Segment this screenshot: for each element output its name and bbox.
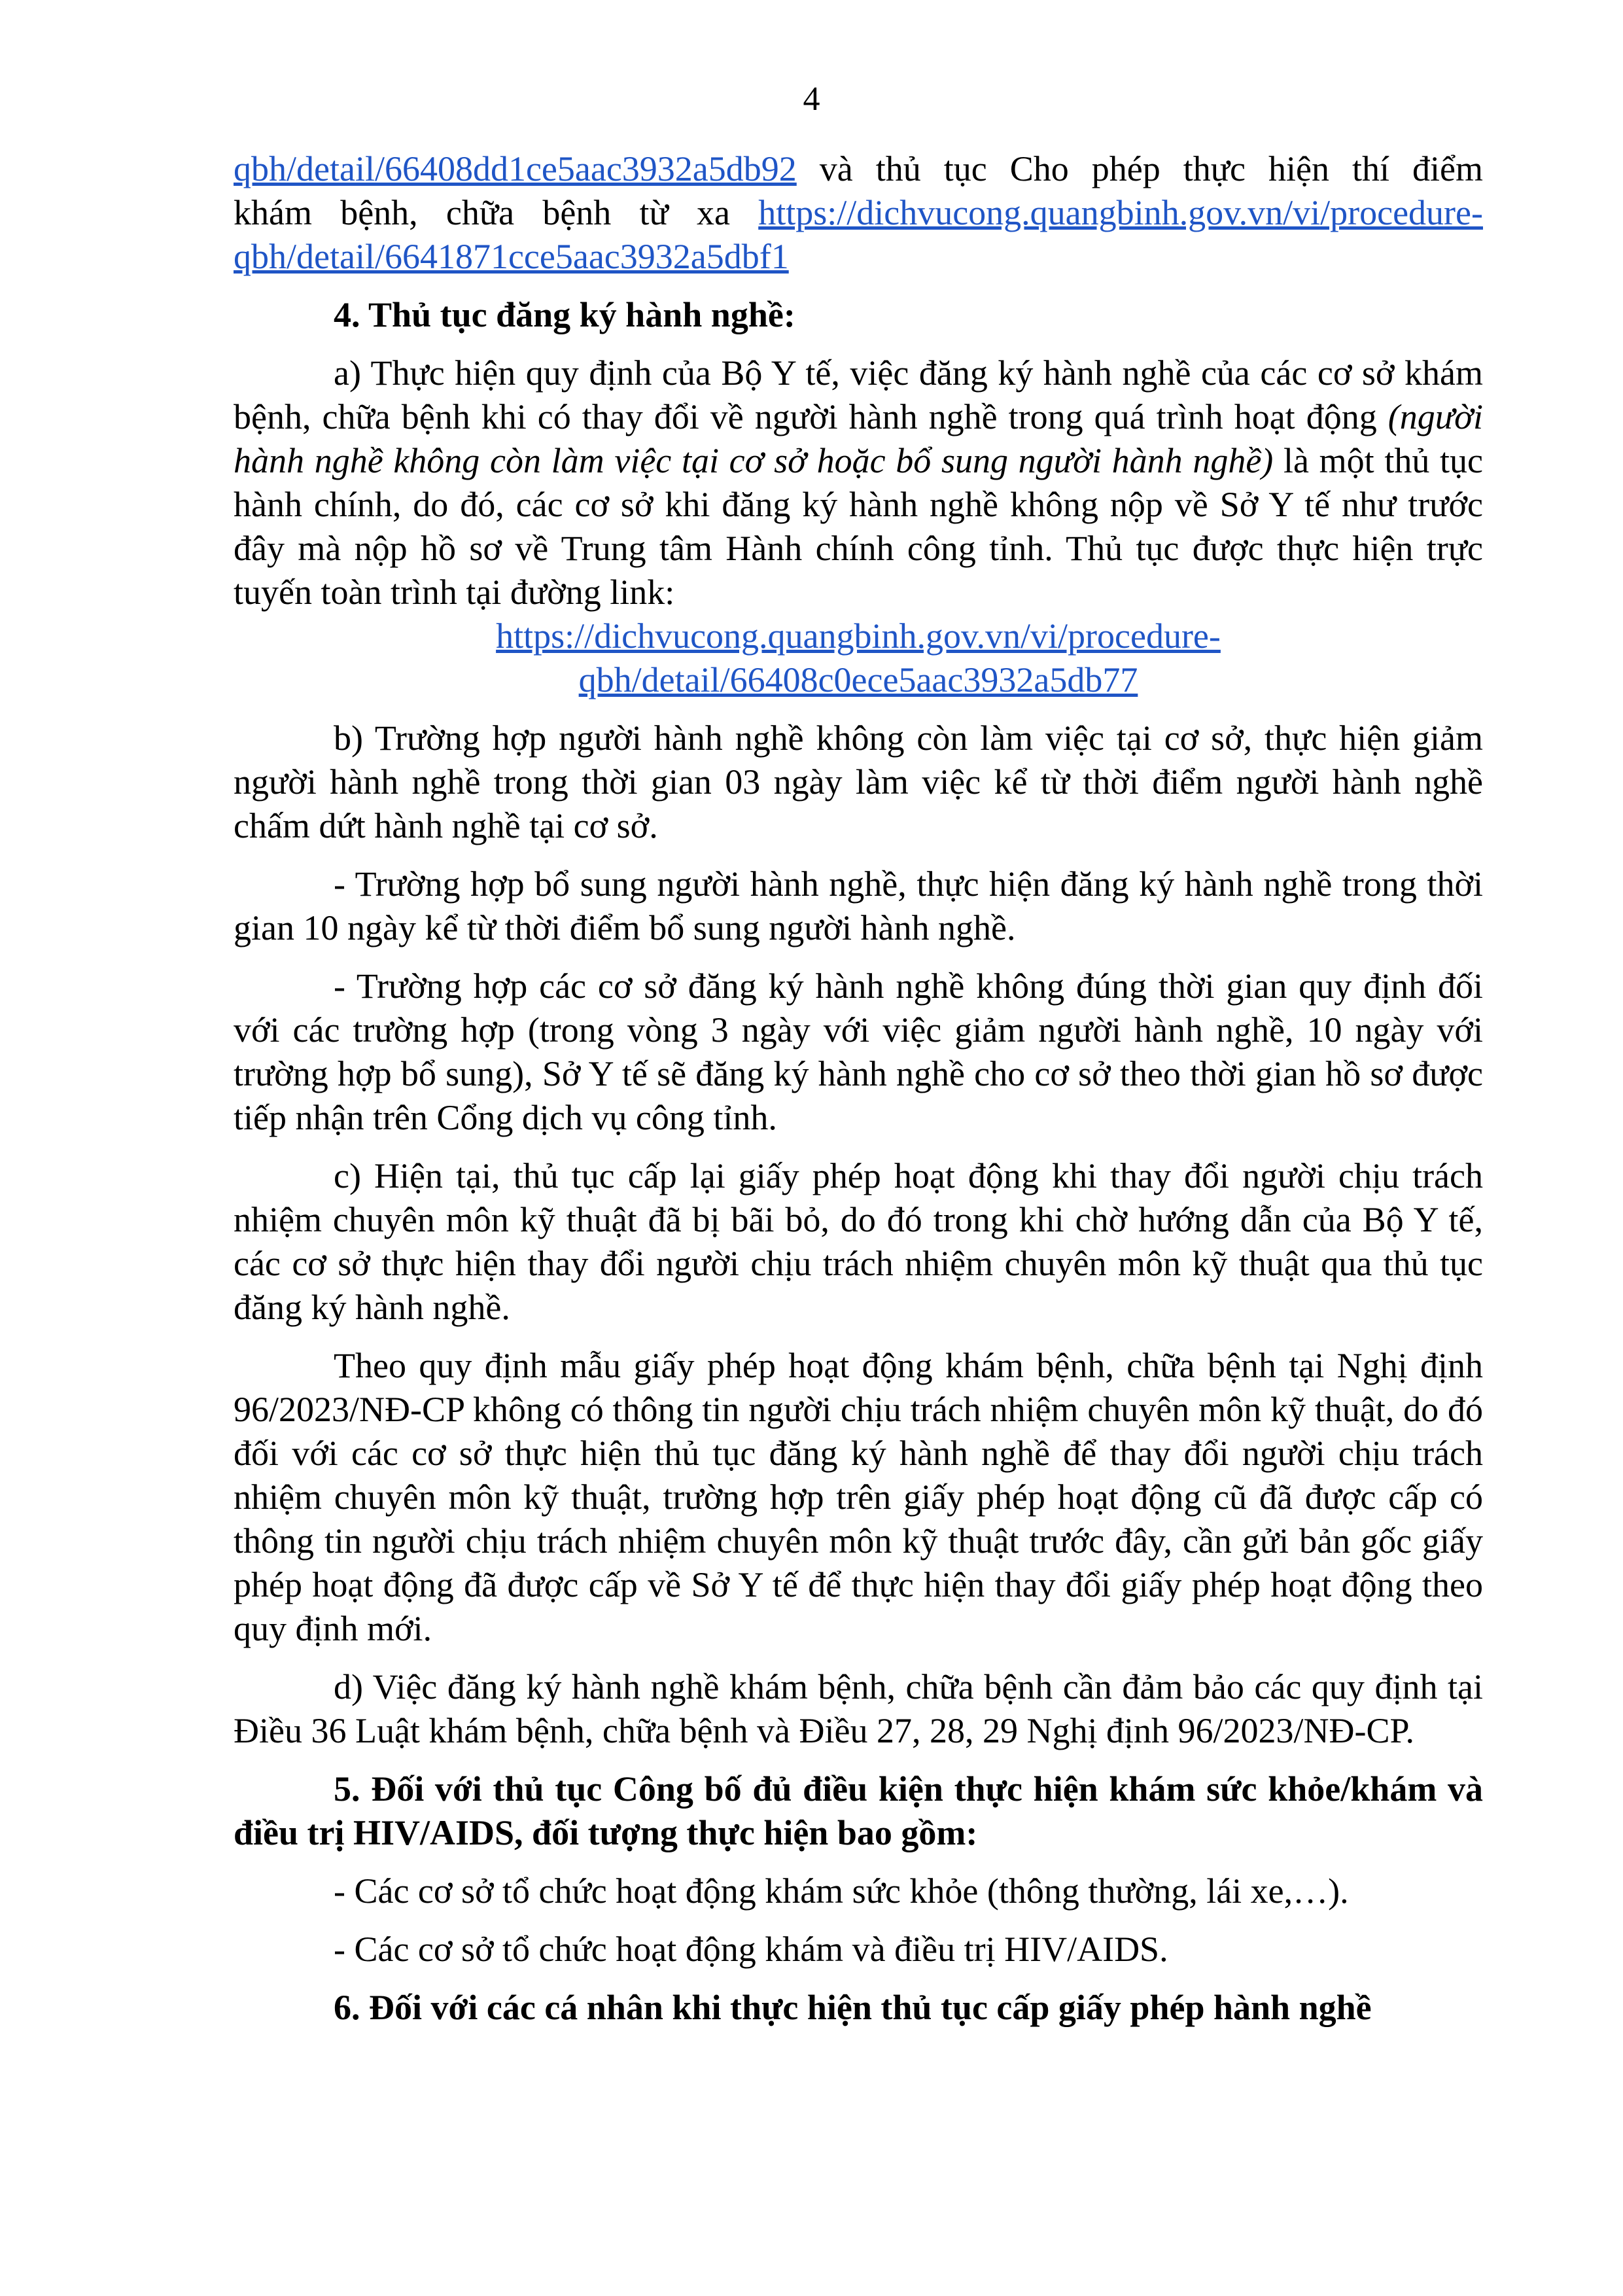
procedure-link-1-tail[interactable]: qbh/detail/66408dd1ce5aac3932a5db92	[234, 149, 797, 188]
section-4-a-text-2: là một thủ tục hành chính, do đó, các cơ sở khi đăng ký hành nghề không nộp về Sở Y tế như trước đây mà nộp hồ sơ về Trung tâm Hành chính công tỉnh. Thủ tục được thực hiện trực tuyến toàn trình tại đường link:	[234, 441, 1483, 612]
intro-text-1: và thủ tục Cho phép thực hiện thí điểm	[796, 149, 1483, 188]
section-4-paragraph-a	[234, 351, 1483, 614]
section-5-item-1: - Các cơ sở tổ chức hoạt động khám sức khỏe (thông thường, lái xe,…).	[334, 1871, 1349, 1911]
intro-text-2: khám bệnh, chữa bệnh từ xa	[234, 193, 759, 232]
section-4-link-block	[234, 614, 1483, 702]
procedure-link-2-end[interactable]: qbh/detail/6641871cce5aac3932a5dbf1	[234, 237, 789, 276]
procedure-link-2-start[interactable]: https://dichvucong.quangbinh.gov.vn/vi/procedure-	[758, 193, 1483, 232]
document-body	[234, 147, 1483, 2030]
procedure-link-3-end[interactable]: qbh/detail/66408c0ece5aac3932a5db77	[578, 660, 1138, 699]
section-4-c-note: Theo quy định mẫu giấy phép hoạt động khám bệnh, chữa bệnh tại Nghị định 96/2023/NĐ-CP không có thông tin người chịu trách nhiệm chuyên môn kỹ thuật, do đó đối với các cơ sở thực hiện thủ tục đăng ký hành nghề để thay đổi người chịu trách nhiệm chuyên môn kỹ thuật, trường hợp trên giấy phép hoạt động cũ đã được cấp có thông tin người chịu trách nhiệm chuyên môn kỹ thuật trước đây, cần gửi bản gốc giấy phép hoạt động đã được cấp về Sở Y tế để thực hiện thay đổi giấy phép hoạt động theo quy định mới.	[234, 1346, 1483, 1648]
section-4-paragraph-d: d) Việc đăng ký hành nghề khám bệnh, chữa bệnh cần đảm bảo các quy định tại Điều 36 Luật khám bệnh, chữa bệnh và Điều 27, 28, 29 Nghị định 96/2023/NĐ-CP.	[234, 1667, 1483, 1750]
section-4-paragraph-b: b) Trường hợp người hành nghề không còn làm việc tại cơ sở, thực hiện giảm người hành nghề trong thời gian 03 ngày làm việc kể từ thời điểm người hành nghề chấm dứt hành nghề tại cơ sở.	[234, 718, 1483, 845]
section-4-heading: 4. Thủ tục đăng ký hành nghề:	[334, 295, 795, 334]
intro-paragraph	[234, 147, 1483, 279]
section-6-heading: 6. Đối với các cá nhân khi thực hiện thủ tục cấp giấy phép hành nghề	[334, 1988, 1372, 2027]
page-number: 4	[803, 80, 820, 118]
section-5-heading: 5. Đối với thủ tục Công bố đủ điều kiện thực hiện khám sức khỏe/khám và điều trị HIV/AIDS, đối tượng thực hiện bao gồm:	[234, 1769, 1483, 1852]
section-4-a-italic: (người hành nghề không còn làm việc tại cơ sở hoặc bổ sung người hành nghề)	[234, 397, 1483, 480]
section-4-b-dash-2: - Trường hợp các cơ sở đăng ký hành nghề không đúng thời gian quy định đối với các trường hợp (trong vòng 3 ngày với việc giảm người hành nghề, 10 ngày với trường hợp bổ sung), Sở Y tế sẽ đăng ký hành nghề cho cơ sở theo thời gian hồ sơ được tiếp nhận trên Cổng dịch vụ công tỉnh.	[234, 966, 1483, 1137]
section-4-b-dash-1: - Trường hợp bổ sung người hành nghề, thực hiện đăng ký hành nghề trong thời gian 10 ngày kể từ thời điểm bổ sung người hành nghề.	[234, 864, 1483, 947]
section-5-item-2: - Các cơ sở tổ chức hoạt động khám và điều trị HIV/AIDS.	[334, 1930, 1168, 1969]
section-4-paragraph-c: c) Hiện tại, thủ tục cấp lại giấy phép hoạt động khi thay đổi người chịu trách nhiệm chuyên môn kỹ thuật đã bị bãi bỏ, do đó trong khi chờ hướng dẫn của Bộ Y tế, các cơ sở thực hiện thay đổi người chịu trách nhiệm chuyên môn kỹ thuật qua thủ tục đăng ký hành nghề.	[234, 1156, 1483, 1327]
procedure-link-3-start[interactable]: https://dichvucong.quangbinh.gov.vn/vi/procedure-	[496, 616, 1221, 656]
section-4-a-text-1: a) Thực hiện quy định của Bộ Y tế, việc đăng ký hành nghề của các cơ sở khám bệnh, chữa bệnh khi có thay đổi về người hành nghề trong quá trình hoạt động	[234, 353, 1483, 436]
